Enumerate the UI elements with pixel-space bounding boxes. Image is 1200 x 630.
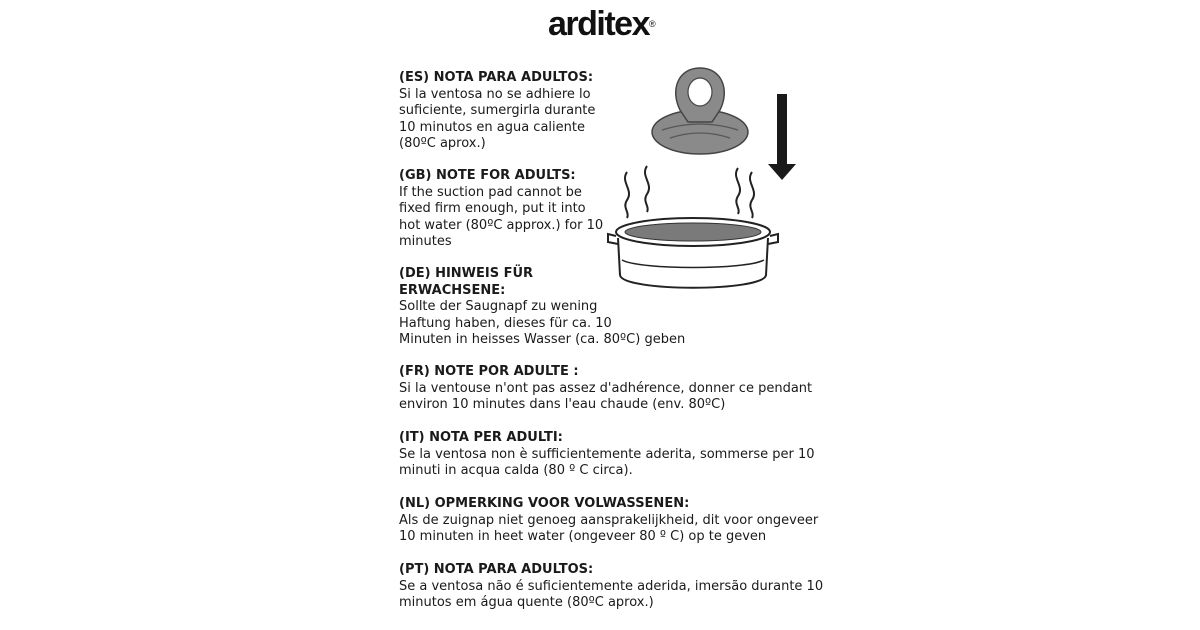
section-heading: (DE) HINWEIS FÜR ERWACHSENE: xyxy=(399,266,534,298)
steam-icon xyxy=(625,166,754,218)
section-heading: (GB) NOTE FOR ADULTS: xyxy=(399,168,576,183)
section-heading: (IT) NOTA PER ADULTI: xyxy=(399,430,563,445)
section-pt xyxy=(399,562,823,612)
section-body: If the suction pad cannot be fixed firm enough, put it into hot water (80ºC approx.) for 10 minutes xyxy=(399,184,604,249)
section-body: Si la ventosa no se adhiere lo suficiente, sumergirla durante 10 minutos en agua caliente (80ºC aprox.) xyxy=(399,86,596,151)
section-heading: (NL) OPMERKING VOOR VOLWASSENEN: xyxy=(399,496,690,511)
suction-cup-icon xyxy=(652,68,748,154)
section-heading: (ES) NOTA PARA ADULTOS: xyxy=(399,70,594,85)
down-arrow-icon xyxy=(768,94,796,180)
section-it xyxy=(399,430,815,480)
section-heading: (PT) NOTA PARA ADULTOS: xyxy=(399,562,594,577)
section-gb xyxy=(399,168,603,251)
pot-icon xyxy=(608,218,778,288)
section-body: Se la ventosa non è sufficientemente aderita, sommerse per 10 minuti in acqua calda (80 º C circa). xyxy=(399,446,815,478)
section-heading: (FR) NOTE POR ADULTE : xyxy=(399,364,579,379)
registered-mark: ® xyxy=(649,19,656,29)
illustration xyxy=(600,60,810,320)
brand-logo xyxy=(548,4,656,44)
section-nl xyxy=(399,496,818,546)
section-body: Se a ventosa não é suficientemente aderida, imersão durante 10 minutos em água quente (80ºC aprox.) xyxy=(399,578,824,610)
section-fr xyxy=(399,364,812,414)
section-body: Sollte der Saugnapf zu wening Haftung haben, dieses für ca. 10 Minuten in heisses Wasser (ca. 80ºC) geben xyxy=(399,299,686,347)
brand-name: arditex xyxy=(548,5,649,43)
section-body: Als de zuignap niet genoeg aansprakelijkheid, dit voor ongeveer 10 minuten in heet water (ongeveer 80 º C) op te geven xyxy=(399,512,819,544)
section-body: Si la ventouse n'ont pas assez d'adhérence, donner ce pendant environ 10 minutes dans l'eau chaude (env. 80ºC) xyxy=(399,380,813,412)
section-es xyxy=(399,70,595,153)
